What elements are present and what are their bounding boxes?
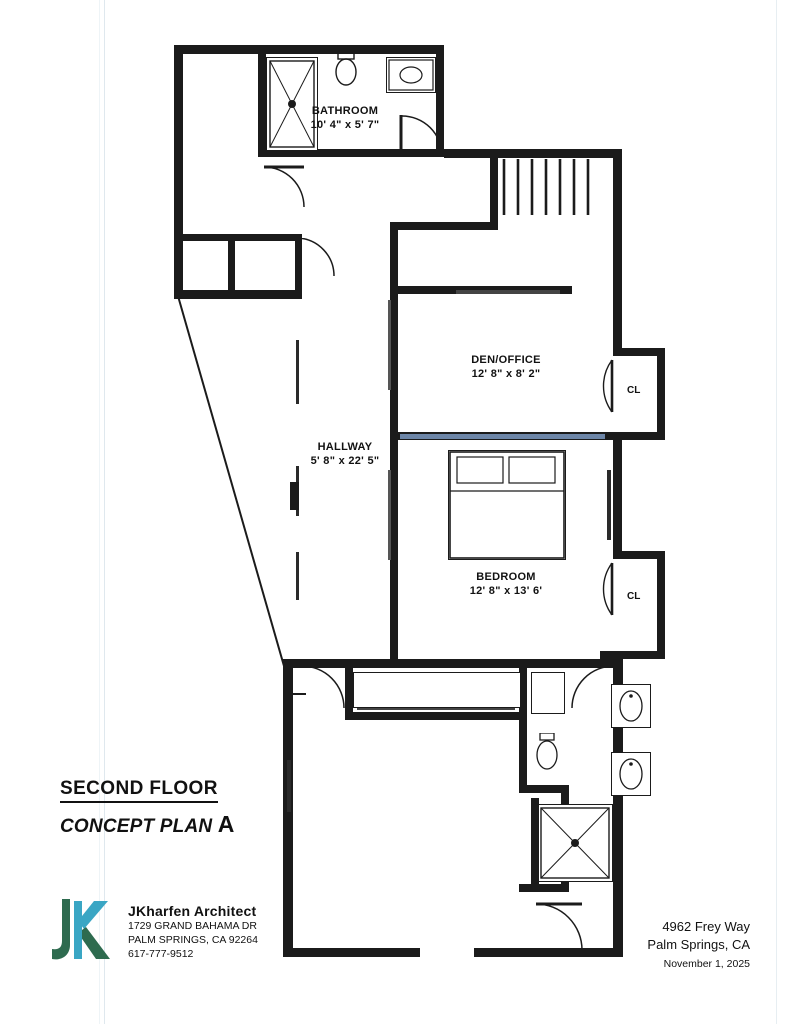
wall-lower-laundry-west (345, 668, 353, 718)
room-name-bedroom: BEDROOM (476, 571, 536, 583)
firm-address-line1: 1729 GRAND BAHAMA DR (128, 920, 257, 932)
door-swing-icon-closet-upper (296, 238, 336, 278)
wall-shower-west (531, 798, 539, 888)
sheet-subtitle-text: CONCEPT PLAN (60, 816, 213, 837)
wall-bathroom-west (258, 45, 266, 157)
toilet-icon-bathroom (330, 52, 362, 92)
sink-icon-bathroom (386, 57, 436, 93)
shower-icon-lower (537, 804, 613, 882)
room-label-hallway (258, 440, 432, 468)
room-dims-hallway: 5' 8" x 22' 5" (310, 455, 380, 467)
firm-name: JKharfen Architect (128, 903, 257, 919)
door-swing-icon-lower-bath (570, 664, 616, 710)
wall-closet2-south (600, 651, 665, 659)
room-dims-den: 12' 8" x 8' 2" (471, 368, 541, 380)
wall-stair-south (390, 222, 498, 230)
hall-wall-mark-1 (388, 300, 391, 390)
room-dims-bedroom: 12' 8" x 13' 6' (469, 585, 543, 597)
bed-icon (448, 450, 566, 560)
door-swing-icon-closet2 (600, 561, 634, 617)
wall-east-bedroom (613, 440, 622, 558)
sheet-plan-letter: A (217, 811, 235, 837)
closet-label-2: CL (627, 591, 641, 602)
door-opening-south (420, 948, 474, 957)
wall-pilaster-west (290, 482, 299, 510)
wall-left-upper (174, 45, 183, 299)
room-name-den: DEN/OFFICE (471, 354, 541, 366)
firm-info (128, 893, 258, 961)
window-west-1 (296, 340, 299, 404)
sheet-subtitle (60, 811, 320, 838)
door-swing-icon-lower-left (300, 664, 346, 710)
scan-guide-line-left (104, 0, 105, 1024)
firm-phone: 617-777-9512 (128, 948, 194, 960)
room-label-bedroom (416, 570, 596, 598)
wall-east-upper (613, 149, 622, 354)
firm-address-line2: PALM SPRINGS, CA 92264 (128, 934, 258, 946)
project-date: November 1, 2025 (663, 958, 750, 970)
linen-closet-lower (531, 672, 565, 714)
wall-closet2-east (657, 551, 665, 659)
closet-rod-den (456, 290, 560, 294)
wall-lower-bath-south-2 (519, 884, 569, 892)
wall-angled-west (170, 290, 310, 710)
firm-block (44, 893, 258, 967)
wall-top-north (174, 45, 444, 54)
counter-lower (353, 672, 521, 708)
door-swing-icon-hall-upper (262, 165, 306, 209)
toilet-icon-lower (531, 733, 563, 777)
wall-stair-west (490, 157, 498, 229)
jk-logo-icon (44, 893, 118, 967)
door-swing-icon-lower-shower (534, 902, 584, 952)
room-label-den (416, 353, 596, 381)
sheet-title: SECOND FLOOR (60, 778, 218, 803)
sheet-title-block (60, 778, 320, 838)
stairs-icon (498, 157, 614, 223)
project-address-line2: Palm Springs, CA (647, 937, 750, 952)
glass-partition-den (400, 434, 605, 439)
scan-guide-line-right (776, 0, 777, 1024)
wall-lower-laundry-south (345, 712, 527, 720)
project-info (647, 918, 750, 970)
sink-icon-lower-1 (611, 684, 651, 728)
room-name-hallway: HALLWAY (317, 441, 373, 453)
wall-closet-upper-vertical (228, 234, 235, 291)
hall-wall-mark-2 (388, 470, 391, 560)
window-west-3 (296, 552, 299, 600)
wall-closet1-south (613, 432, 665, 440)
room-name-bathroom: BATHROOM (311, 105, 379, 117)
closet-label-1: CL (627, 385, 641, 396)
wall-bathroom-door-jamb (436, 112, 444, 157)
wall-closet-upper-divider (183, 234, 302, 241)
room-dims-bathroom: 10' 4" x 5' 7" (310, 119, 380, 131)
room-label-bathroom (255, 104, 435, 132)
sink-icon-lower-2 (611, 752, 651, 796)
scan-guide-line-left-2 (99, 0, 100, 1024)
project-address-line1: 4962 Frey Way (662, 919, 750, 934)
window-bedroom-east (607, 470, 611, 540)
wall-closet1-east (657, 348, 665, 440)
